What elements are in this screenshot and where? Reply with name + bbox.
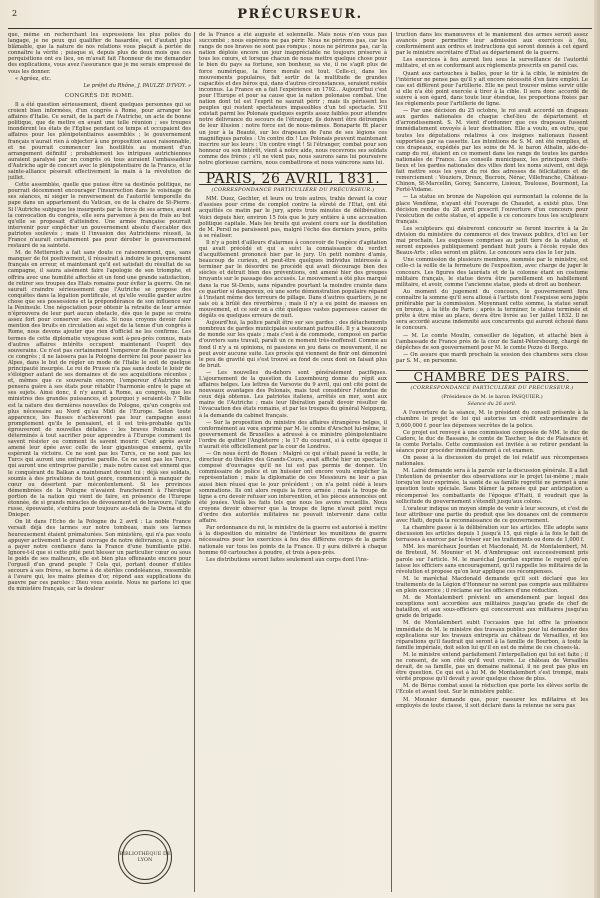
stamp-text: BIBLIOTHÈQUE DE LYON: [119, 851, 171, 863]
paragraph: M. de Bérus combat aussi la réduction que porte les élèves sortis de l'École et avant tout. Sur le ministère public.: [396, 683, 588, 696]
paragraph: A l'ouverture de la séance, M. le président du conseil présente à la chambre le projet de loi qui autorise un crédit extraordinaire de 5,600,000 f. pour les dépenses secrètes de la police.: [396, 410, 588, 429]
paragraph: On passe à la discussion du projet de loi relatif aux récompenses nationales.: [396, 455, 588, 468]
library-stamp: [118, 830, 172, 884]
masthead: PRÉCURSEUR.: [237, 7, 363, 22]
paragraph: M. Mounier demande que, pour rassurer les militaires et les employés de toute classe, il soit déclaré dans la retenue ne sera pas: [396, 696, 588, 709]
section-title: CONGRÈS DE ROME.: [64, 92, 135, 99]
paragraph: truction dans les manœuvres et le maniement des armes seront assez avancés pour permettre leur admission aux exercices à feu, conformément aux ordres et instructions qui seront donnés à cet égard par le ministre secrétaire d'Etat au département de la guerre.: [396, 32, 588, 57]
paragraph: — La statue en bronze de Napoléon qui surmontait la colonne de la place Vendôme, n'ayant été l'ouvrage de Chaudet, a existé plus. Une décision rendue du 28 avril prescrit l'ouverture d'un concours pour l'exécution de cette statue, et appelle à ce concours tous les sculpteurs français.: [396, 194, 588, 225]
paragraph: MM. les maréchaux Jourdan et Macdonald, M. de Montalembert, M. de Breteuil, M. Mounier et M. d'Ambrugeac ont successivement pris parole sur l'article. M. le maréchal Jourdan exprime le regret qu'on laisse les officiers sans encouragement, qu'il rappelle les militaires de la révolution et propose qu'on leur applique ces récompenses.: [396, 544, 588, 575]
paragraph: Les sculpteurs qui désireront concourir se feront inscrire à la 2e division du ministère du commerce et des travaux publics, d'ici au 1er mai prochain. Les esquisses comprises au petit tiers de la statue, et seront exposées publiquement pendant huit jours à l'école royale des Beaux-Arts ; elles seront en plâtre. Le concours sera clos le 1er juin.: [396, 225, 588, 257]
paragraph: Il n'y a point d'ailleurs d'alarmes à concevoir de l'espèce d'agitation qui avait précédé et qui a suivi la connaissance du verdict d'acquittement prononcé hier par le jury. Un petit nombre d'amis, beaucoup de curieux, et peut-être quelques individus intéressés à terminer par le désordre ne procédé qui avait décourage bien des siècles et détruit bien des préventions, ont amené hier des groupes bruyants sur le passage des accusés. Le mouvement a été plus marqué dans la rue St-Denis, sans répandre pourtant la moindre crainte dans ce quartier si dangereux, où une sorte démonstration populaire répand à l'instant même des terreurs de pillage. Dans d'autres quartiers, je ne sais où a brûlé des réverbères ; mais il n'y a eu point de masses en mouvement, et ce soir on a cité quelques vastes paperasse causer de dégâts ou quelques erreurs de nuit.: [199, 239, 387, 320]
presidency-line: (Présidence de M. le baron PASQUIER.): [441, 394, 543, 401]
paragraph: Quant aux cartouches à balles, pour le tir à la cible, le ministre de l'intérieur ne pense pas qu'il y ait encore nécessité d'en faire emploi. Le cas est différent pour l'artillerie. Elle ne peut trouver même servir utile si elle n'a été point exercée à tirer à la cible. Il sera donc accordé de suivre à son égard, dans toute leur étendue, les proportions fixées par les règlements pour l'artillerie de ligne.: [396, 70, 588, 108]
binding-edge: [594, 0, 600, 898]
column-2: [199, 32, 387, 892]
paragraph: — On assure que mardi prochain la session des chambres sera close par S. M., en personne.: [396, 351, 588, 364]
paragraph: — On nous écrit de Rouen : Malgré ce qui s'était passé la veille, le directeur du théâtre des Grands-Cours, avait affiché hier un spectacle composé d'ouvrages qu'il ne lui est pas permis de donner. Un commissaire de police et un huissier ont encore voulu empêcher la représentation ; mais la diplomatie de ces Messieurs ne leur a pas aussi bien réussi que le jour précédent ; on n'a point cédé à leurs sommations. Ils ont alors requis la force armée ; mais la troupe de ligne a cru devoir refuser son intervention, et les pièces annoncées ont été jouées. Voilà les faits tels que nous les avons recueillis. Nous croyons devoir observer que la troupe de ligne n'avait point reçu d'ordre des autorités militaires ne pouvait intervenir dans cette affaire.: [199, 451, 387, 525]
column-rule: [391, 32, 392, 892]
paragraph: M. de Montalembert subit l'occasion que lui offre la présence immédiate de M. le ministre des travaux publics pour lui demander des explications sur les travaux entrepris au château de Versailles, et les réparations qu'il faudrait qui seront à la famille de Bourbon, à toute la famille impériale, doit selon lui qu'il en est de même de ces choses-là.: [396, 620, 588, 651]
paragraph: Par ordonnance du roi, le ministre de la guerre est autorisé à mettre à la disposition du ministre de l'intérieur les munitions de guerre nécessaires pour les exercices à feu des différens corps de la garde nationale sur tous les points de la France. Il y aura délivré à chaque homme 60 cartouches à poudre, et trois à-peu-près.: [199, 525, 387, 556]
signature: Le préfet du Rhône, J. PAULZE D'IVOY. »: [83, 82, 191, 89]
paragraph: — Sur la proposition du ministre des affaires étrangères belges, il conformément au vœu exprimé par M. le comte d'Arschot lui-même, le gouvernement de Bruxelles a adressé à ce ministre plénipotentiaire l'ordre de quitter l'Angleterre ; le 17 du courant, si à cette époque il n'aurait été officiellement par la cour de Londres.: [199, 419, 387, 450]
paragraph: M. de Montalembert prévient un amendement par lequel des exceptions sont accordées aux militaires jusqu'au grade de chef de bataillon, et aux sous-officiers qui concourront aux militaires jusqu'au grade de brigade.: [396, 595, 588, 620]
paragraph: Les exercices à feu auront lieu sous la surveillance de l'autorité militaire, et en se conformant aux règlements prescrits en pareil cas.: [396, 57, 588, 70]
correspondence-note: (CORRESPONDANCE PARTICULIÈRE DU PRÉCURSEUR.): [211, 187, 375, 194]
column-rule: [194, 32, 195, 892]
paragraph: — Les nouvelles du-dehors sont généralement pacifiques. L'ajournement de la question du Luxembourg donne du répit aux affaires belges. Les lettres de Varsovie du 9 avril, qui ont cité point de nouveaux avantages des Polonais, mais tout considérer l'étendue de ceux déjà obtenus. Les patriotes italiens, arrêtés en mer, sont aux mains de l'Autriche ; mais leur libération paraît devoir résulter de l'évacuation des états romains, et par les troupes du général Neipperg, à la demande du cabinet français.: [199, 369, 387, 419]
page-header: [8, 6, 592, 29]
page-number: 2: [12, 9, 18, 18]
paragraph: « Agréez, etc.: [15, 75, 52, 82]
seance-line: Séance du 26 avril.: [467, 401, 517, 408]
paragraph: M. le ministre entend parfaitement l'interpellation qui lui est faite ; il ne consent, de son côté qu'il veut croire. Le château de Versailles devait, de sa famille, pas un domaine national, il ne peut pas plus en être question. Ce qui est à lui M. de Montalembert s'est trompé, mais vérité propose qu'il devait y avoir quelque chose de plus.: [396, 651, 588, 683]
paragraph: Aujourd'hui, la police paraît être sur ses gardes ; des détachements nombreux de gardes municipales soutenant patrouillé. Il y a beaucoup de monde sur les quais ; mais c'est à de commode, composé en partie d'ouvriers sans travail, paraît un ce moment très-inoffensif. Comme au fond il n'y a ni opinions, ni passions en jeu dans ce mouvement, il ne peut avoir aucune suite. Les procès qui viennent de finir ont démontré le peu de gravité qui s'est trouvé au fond de ceux dont on faisait plus de bruit.: [199, 320, 387, 369]
paragraph: L'orateur indique un moyen simple de venir à leur secours, et c'est de leur attribuer une partie du produit que les douanes ont de commerce avec Haïti, depuis la reconnaissance de ce gouvernement.: [396, 505, 588, 524]
paragraph: que, même en recherchant les expressions les plus polies du langage, je ne peux qui qualifier de hasardée, est d'autant plus blâmable, que la nature de nos relations vous plaçait à portée de connaître la vérité ; puisque si, depuis plus de deux mois que ces perquisitions ont eu lieu, on m'avait fait l'honneur de me demander des explications, vous avez l'assurance que je me serais empressé de vous les donner.: [8, 32, 191, 75]
dateline: PARIS, 26 AVRIL 1831.: [199, 172, 387, 185]
paragraph: — Par une décision du 25 octobre, le roi avait accordé un drapeau aux gardes nationales de chaque chef-lieu de département et d'arrondissement. S. M. vient d'ordonner que ces drapeaux fussent immédiatement envoyés à leur destination. Elle a voulu, en outre, que toutes les députations relatives à ces insignes nationaux fussent supportées par sa cassette. Les intentions de S. M. ont été remplies, et ces drapeaux, expédiés par les soins de M. le baron Athalin, aide-de-camp du roi, étaient en ce moment dans les rangs de toutes les gardes nationales de France. Les conseils municipaux, les principaux chefs-lieux et les gardes nationales des villes dont les noms suivent, ont déjà fait mettre sous les yeux du roi des adresses de félicitations et de remerciement : Vouziers, Dreux, Bucroix, Nérac, Villefranche, Château-Chinon, St-Marcellin, Gorey, Sancerre, Lisieux, Toulouse, Bourmont, La Ferté-Vidame.: [396, 108, 588, 194]
paragraph: — M. Le comte Moulin, conseiller de légation, et attaché bien à l'ambassade de France près de la cour de Saint-Pétersbourg, chargé de dépêches de son gouvernement pour M. le comte Pozzo di Borgo.: [396, 332, 588, 351]
paragraph: Ce projet est renvoyé à une commission composée de MM. le duc de Cadore, le duc de Bassano, le comte de Tascher, le duc de Plaisance et le comte Portalis. Cette commission est invitée à se retirer pendant la séance pour procéder immédiatement à cet examen.: [396, 429, 588, 454]
paragraph: Au moment du jugement du concours, le gouvernement fera connaître la somme qu'il sera alloué à l'artiste dont l'esquisse sera jugée préférable par la commission. Moyennant cette somme, la statue serait en bronze, à la tête de Paris ; après la terminer, le statue terminée et prête à être mise au place, devra être livrée au 1er juillet 1832. Il ne sera accordé aucune indemnité aux concurrents qui auront échoué dans le concours.: [396, 288, 588, 332]
paragraph: Une commission de plusieurs membres, nommée par le ministre, est celle-ci la veille de la fermeture de l'exposition, avec charge de juger le concours. Les figures des lauréats et de la colonne étant en costume militaire français, le statue devra être pareillement en habillement militaire, et avoir, comme l'ancienne statue, pieds et droit au bonheur.: [396, 257, 588, 288]
paragraph: M. le maréchal Macdonald demande qu'il soit déclaré que les traitements de la Légion d'Honneur ne seront pas compris aux militaires en plein exercice ; il réclame sur les officiers d'une réduction.: [396, 575, 588, 594]
column-1: [8, 32, 191, 892]
paragraph: On lit dans l'Echo de la Pologne du 2 avril : La noble France versait déjà des larmes sur notre tombeau, mais ses larmes heureusement étaient prématurées. Son ministère, qui n'a pas voulu appuyer activement le grand ouvrage de notre délivrance, à ce pays a payer notre confiance dans la France d'une humiliante pitié. Ignore-t-il que si cette pitié peut blesser un particulier cœur ou sous le poids de ses malheurs, elle est bien plus offensante encore pour l'orgueil d'un grand peuple ? Cela qui, portant douner d'utiles secours à ses frères, se borne à de stériles condoléances, ressemble à l'avare qui, les mains pleines d'or, répond aux supplications du pauvre par ces paroles : Dieu vous assiste. Nous ne parlons ici que du ministère français, car la douleur: [8, 519, 191, 593]
paragraph: MM. Duez, Gechter, et leurs ou trois autres, trahis devant la cour d'assises pour crime de complot contre la sûreté de l'Etat, ont été acquittés ce matin par le jury, après trois minutes de délibération. Voici depuis hier, environ 15 fois que le jury entière à une accusation politique capitale. Mais les bruits qui avaient couru sur la destitution de M. Persil ne paraissent pas, malgré l'écho des derniers jours, prêts à se réaliser.: [199, 196, 387, 239]
paragraph: de la France a été auguste et solennelle. Mais nous n'en vous pas succombé ; nous espérons ne pas périr. Nous ne périrons pas, car les rangs de nos braves ne sont pas rompus ; nous ne périrons pas, car la nation déploie encore un jour inappréciable ne toujours préserve à tous les cœurs, et lorsque chacun de nous mettre quelque chose pour le bien du pays sa fortune, son bonheur, sa vie, il ne s'agit plus de force numérique, la force morale est tout. Celle-ci, dans les mouvements populaires, fait sortir de la multitude de grandes capacités et des héros qui, dans d'autres circonstances, seraient restés inconnus. La France en a fait l'expérience en 1792... Aujourd'hui c'est pour l'Europe et pour sa cause que la nation polonaise combat. Une nation dont tel est l'esprit ne saurait périr ; mais ils périssent les peuples qui restent spectateurs impassibles d'un tel spectacle. S'il existait parmi les Polonais quelques esprits assez faibles pour attendre notre délivrance du secours de l'étranger, ils doivent être détrompés de leur illusion : notre force est de nous-mêmes. Bonaparte fit placer un jour à la Beauté, sur les drapeaux de l'une de ses légions ces magnifiques paroles : Un contre dix ! Les Polonais peuvent maintenant inscrire sur les leurs : Un contre vingt ! Si l'étranger, combat pour son honneur ou son intérêt, vient à notre aide, nous recevrons ses soldats comme des frères ; s'il ne vient pas, nous saurons sans lui poursuivre notre glorieuse carrière, nous combattrons et nous vaincrons sans lui.: [199, 32, 387, 166]
correspondence-note: (CORRESPONDANCE PARTICULIÈRE DU PRÉCURSEUR.): [410, 385, 574, 392]
paragraph: La chambre passe à la délibération sur les articles. Elle adopte sans discussion les articles depuis 1 jusqu'à 15, qui règle à la fois le fait de terrasses à exercer par le trésor sur les traitements ou dons de 1,000 f.: [396, 525, 588, 544]
column-3: [396, 32, 588, 892]
chamber-title: CHAMBRE DES PAIRS.: [396, 370, 588, 383]
paragraph: Les distributions seront faites seulement aux corps dont l'ins-: [206, 556, 369, 563]
paragraph: Il a été question sérieusement, disent quelques personnes qui se croient bien informées, d'un congrès à Rome, pour arranger les affaires d'Italie. Ce serait, de la part de l'Autriche, un acte de bonne politique, que de mettre en avant une telle réunion ; ses troupes inondèrent les états de l'Eglise pendant ce temps et occupaient des affaires pour les plénipotentiaires assemblés ; le gouvernement français n'aurait rien à objecter à une proposition aussi raisonnable, et ne pourrait commencer les hostilités au moment d'un arrangement définitif ; probablement les intrigues autrichiennes auraient paralysé par un congrès où tous auraient l'ambassadeur d'Autriche agir de concert avec le plénipotentiaire de la France, et la sainte-alliance pèserait effectivement la main à la révolution de juillet.: [8, 101, 191, 182]
paragraph: M. Lainé demande sera à la parole sur la discussion générale. Il a fait l'intention de présenter des observations sur le projet lui-même ; mais lorsqu'on leur exprimée, la santé de sa famille regretté ne permet à une question toute spéciale. Sans blâmer la pensée qui par anticipation a récompensé les combattants de l'époque d'Haiti, il voudrait que la sollicitude du gouvernement s'étendît jusqu'aux colons.: [396, 468, 588, 505]
paragraph: Cette assemblée, quelle que puisse être sa destinée politique, ne pourrait décemment encourager l'insurrection dans le voisinage de ses séances, ni siéger le renversement de l'autorité temporelle du pape dans un appartement du Vatican, ou de la chaire de St-Pierre. Si l'Autriche subjugue les insurgents par la force de ses armes, avant la convocation du congrès, elle sera parvenue à peu de frais au but qu'elle se proposait d'atteindre. Une armée française pourrait intervenir pour empêcher un gouvernement absolu d'accabler des patriotes soulevés ; mais il l'invasion des Autrichiens réussit, la France n'aurait certainement pas pour dérober le gouvernement restauré de sa sainteté.: [8, 182, 191, 250]
paragraph: M. de Metternich a fait sans doute ce raisonnement, que, sans manquer de foi positivement, il réussirait à induire le gouvernement français en erreur, et maintenant qu'il est satisfait du résultat de sa campagne, il saura aisément faire l'apologie de son triomphe, et offrira avec une humilité affectée et un fond une grande satisfaction, de retirer ses troupes des Etats romains pour éviter la guerre. On ne saurait craindre sérieusement que l'Autriche se propose des conquêtes dans la légation pontificale, et qu'elle veuille garder autre chose que ses possessions et la prépondérance de son influence sur la Péninsule. Une négociation pour obtenir la retraite de leur armée n'éprouvera de leur part aucun obstacle, dès que le pape se croira assez fort pour conserver ses états. Si nous croyons devoir faire mention des bruits en circulation au sujet de la tenue d'un congrès à Rome, nous devons ajouter que rien d'officiel ne les confirme. Les termes de cette diplomatie voyageuse sont à-peu-près connus, mais d'autres affaires intérêts occupent maintenant l'esprit des souverains. Ce n'est pas certainement l'empereur de Russie qui ira à ce congrès ; il ne laissera pas la Pologne derrière lui pour passer les Alpes, dans le but de régler un mode de l'Italie le soit de quelque principauté insurgée. Le roi de Prusse n'a pas sans doute le loisir de s'éloigner autant de ses domaines et de ses acquisitions récentes ; et, mêmes que ce souverain encore, l'empereur d'Autriche ne pensera guère à ses états pour rétablir l'harmonie entre le pape et ses sujets. Ainsi donc, il n'y aurait à Rome, au congrès, que les ministres des grandes puissances, et pourquoi y seraient-ils ? Telle est la nature des dernières nouvelles de Pologne, qu'un congrès est plus nécessaire au Nord qu'au Midi de l'Europe. Selon toute apparence, les Russes n'achèveront pas leur campagne aussi promptement qu'ils le pensaient, et il est très-probable qu'ils éprouveront de nouvelles défaites : les braves Polonais sont déterminés à tout sacrifier pour apprendre à l'Europe comment ils savent résister ou comment ils savent mourir. C'est après avoir amené leur épée avec celle de leur gigantesque ennemi, qu'ils espèrent la victoire. Ce ne sont pas les Turcs, ce ne sont pas les Turcs qui auront une entreprise pareille. Ce ne sont pas les Turcs, qui auront une entreprise pareille ; mais notre cause est ennemi que le conquérant du Balkan a maintenant devant lui ; déjà ses soldats, soumis à des privations de tout genre, commencent à manquer de cœur ou désertent par mécontentement. Si les provinces démembrées de la Pologne n'avaient franchement à l'héroïque portion de la nation qui vient de faire, en présence de l'Europe étonnée, de si grands miracles de dévouement et de bravoure, l'aigle russe, épouvanté, s'enfuira pour toujours au-delà de la Dwina et du Dnieper.: [8, 250, 191, 519]
